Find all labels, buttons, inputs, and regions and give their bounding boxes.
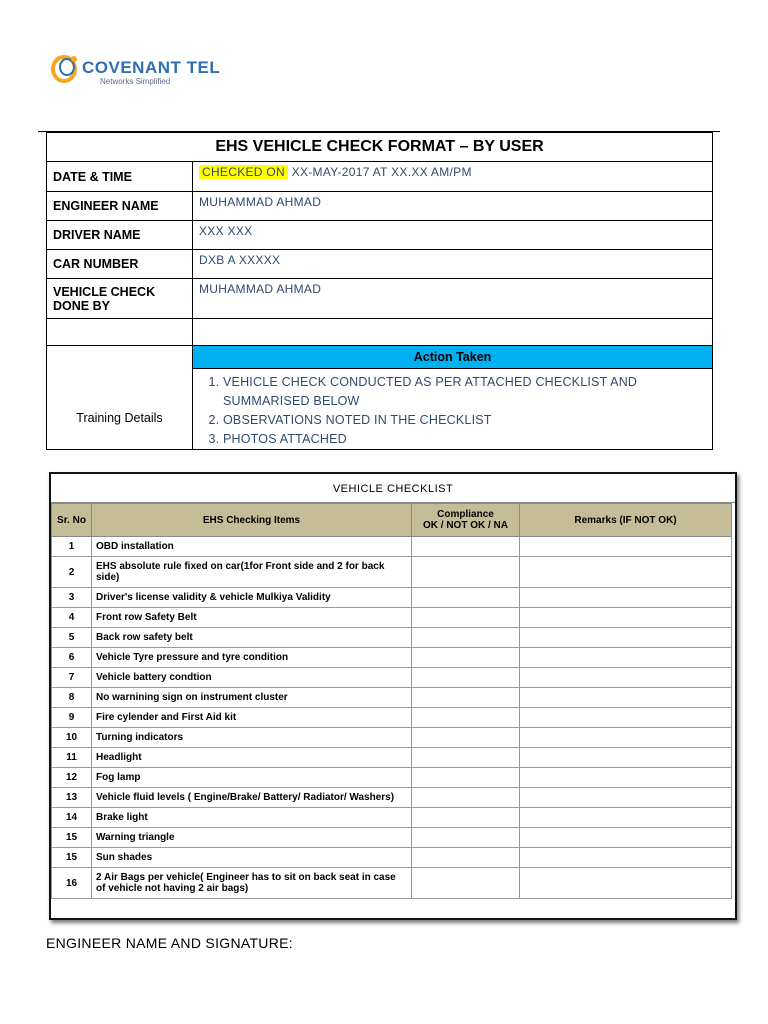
table-row bbox=[52, 628, 732, 648]
item-cell: Vehicle fluid levels ( Engine/Brake/ Battery/ Radiator/ Washers) bbox=[92, 788, 412, 808]
compliance-header-line1: Compliance bbox=[437, 509, 494, 520]
remarks-cell[interactable] bbox=[520, 557, 732, 588]
car-number-label: CAR NUMBER bbox=[47, 250, 193, 279]
table-row bbox=[52, 608, 732, 628]
remarks-cell[interactable] bbox=[520, 768, 732, 788]
item-cell: Fog lamp bbox=[92, 768, 412, 788]
sr-no-cell: 12 bbox=[52, 768, 92, 788]
remarks-cell[interactable] bbox=[520, 828, 732, 848]
company-logo bbox=[50, 52, 221, 92]
item-cell: Back row safety belt bbox=[92, 628, 412, 648]
sr-no-header: Sr. No bbox=[52, 504, 92, 537]
compliance-cell[interactable] bbox=[412, 648, 520, 668]
remarks-cell[interactable] bbox=[520, 608, 732, 628]
remarks-cell[interactable] bbox=[520, 588, 732, 608]
table-row bbox=[52, 588, 732, 608]
table-row bbox=[52, 688, 732, 708]
table-row bbox=[52, 848, 732, 868]
item-cell: Brake light bbox=[92, 808, 412, 828]
remarks-cell[interactable] bbox=[520, 868, 732, 899]
engineer-name-value: MUHAMMAD AHMAD bbox=[193, 192, 713, 221]
compliance-cell[interactable] bbox=[412, 588, 520, 608]
item-cell: Front row Safety Belt bbox=[92, 608, 412, 628]
logo-swirl-icon bbox=[50, 52, 84, 86]
checklist-table bbox=[51, 503, 732, 899]
item-cell: Headlight bbox=[92, 748, 412, 768]
compliance-cell[interactable] bbox=[412, 688, 520, 708]
action-list bbox=[199, 373, 706, 449]
item-cell: 2 Air Bags per vehicle( Engineer has to sit on back seat in case of vehicle not having 2 air bags) bbox=[92, 868, 412, 899]
car-number-value: DXB A XXXXX bbox=[193, 250, 713, 279]
remarks-cell[interactable] bbox=[520, 708, 732, 728]
sr-no-cell: 15 bbox=[52, 828, 92, 848]
item-cell: Driver's license validity & vehicle Mulkiya Validity bbox=[92, 588, 412, 608]
table-row bbox=[52, 808, 732, 828]
checklist-title: VEHICLE CHECKLIST bbox=[51, 474, 735, 503]
compliance-header-line2: OK / NOT OK / NA bbox=[423, 520, 508, 531]
item-cell: Fire cylender and First Aid kit bbox=[92, 708, 412, 728]
table-row bbox=[52, 868, 732, 899]
action-item: 3. PHOTOS ATTACHED bbox=[223, 430, 706, 449]
compliance-cell[interactable] bbox=[412, 628, 520, 648]
checklist-header-row bbox=[52, 504, 732, 537]
table-row bbox=[52, 557, 732, 588]
compliance-cell[interactable] bbox=[412, 608, 520, 628]
action-list-cell bbox=[193, 369, 713, 450]
action-item: 1. VEHICLE CHECK CONDUCTED AS PER ATTACHED CHECKLIST AND SUMMARISED BELOW bbox=[223, 373, 706, 411]
sr-no-cell: 10 bbox=[52, 728, 92, 748]
remarks-cell[interactable] bbox=[520, 788, 732, 808]
compliance-header bbox=[412, 504, 520, 537]
compliance-cell[interactable] bbox=[412, 668, 520, 688]
item-cell: Sun shades bbox=[92, 848, 412, 868]
table-row bbox=[52, 748, 732, 768]
table-row bbox=[52, 768, 732, 788]
compliance-cell[interactable] bbox=[412, 828, 520, 848]
item-cell: Turning indicators bbox=[92, 728, 412, 748]
engineer-name-label: ENGINEER NAME bbox=[47, 192, 193, 221]
empty-cell bbox=[47, 319, 193, 346]
sr-no-cell: 13 bbox=[52, 788, 92, 808]
compliance-cell[interactable] bbox=[412, 768, 520, 788]
item-cell: No warnining sign on instrument cluster bbox=[92, 688, 412, 708]
item-cell: OBD installation bbox=[92, 537, 412, 557]
item-cell: Vehicle Tyre pressure and tyre condition bbox=[92, 648, 412, 668]
remarks-cell[interactable] bbox=[520, 668, 732, 688]
logo-name: COVENANT TEL bbox=[82, 58, 221, 77]
date-time-text: XX-MAY-2017 AT XX.XX AM/PM bbox=[291, 165, 472, 179]
checked-on-highlight: CHECKED ON bbox=[199, 165, 288, 179]
training-details-label: Training Details bbox=[47, 346, 193, 450]
remarks-header: Remarks (IF NOT OK) bbox=[520, 504, 732, 537]
compliance-cell[interactable] bbox=[412, 748, 520, 768]
sr-no-cell: 3 bbox=[52, 588, 92, 608]
compliance-cell[interactable] bbox=[412, 848, 520, 868]
table-row bbox=[52, 708, 732, 728]
remarks-cell[interactable] bbox=[520, 648, 732, 668]
item-cell: EHS absolute rule fixed on car(1for Front side and 2 for back side) bbox=[92, 557, 412, 588]
compliance-cell[interactable] bbox=[412, 808, 520, 828]
sr-no-cell: 16 bbox=[52, 868, 92, 899]
table-row bbox=[52, 828, 732, 848]
vehicle-check-form bbox=[46, 132, 713, 450]
sr-no-cell: 2 bbox=[52, 557, 92, 588]
logo-tagline: Networks Simplified bbox=[100, 77, 171, 86]
compliance-cell[interactable] bbox=[412, 728, 520, 748]
compliance-cell[interactable] bbox=[412, 537, 520, 557]
item-cell: Warning triangle bbox=[92, 828, 412, 848]
sr-no-cell: 9 bbox=[52, 708, 92, 728]
vehicle-checklist bbox=[49, 472, 737, 920]
compliance-cell[interactable] bbox=[412, 557, 520, 588]
compliance-cell[interactable] bbox=[412, 788, 520, 808]
item-cell: Vehicle battery condtion bbox=[92, 668, 412, 688]
sr-no-cell: 5 bbox=[52, 628, 92, 648]
vehicle-check-done-by-value: MUHAMMAD AHMAD bbox=[193, 279, 713, 319]
compliance-cell[interactable] bbox=[412, 708, 520, 728]
table-row bbox=[52, 788, 732, 808]
date-time-value bbox=[193, 162, 713, 192]
action-taken-header: Action Taken bbox=[193, 346, 713, 369]
remarks-cell[interactable] bbox=[520, 808, 732, 828]
sr-no-cell: 15 bbox=[52, 848, 92, 868]
table-row bbox=[52, 648, 732, 668]
driver-name-value: XXX XXX bbox=[193, 221, 713, 250]
date-time-label: DATE & TIME bbox=[47, 162, 193, 192]
remarks-cell[interactable] bbox=[520, 848, 732, 868]
sr-no-cell: 7 bbox=[52, 668, 92, 688]
form-title: EHS VEHICLE CHECK FORMAT – BY USER bbox=[47, 133, 713, 162]
remarks-cell[interactable] bbox=[520, 537, 732, 557]
table-row bbox=[52, 537, 732, 557]
remarks-cell[interactable] bbox=[520, 688, 732, 708]
sr-no-cell: 6 bbox=[52, 648, 92, 668]
remarks-cell[interactable] bbox=[520, 728, 732, 748]
action-item: 2. OBSERVATIONS NOTED IN THE CHECKLIST bbox=[223, 411, 706, 430]
table-row bbox=[52, 668, 732, 688]
sr-no-cell: 4 bbox=[52, 608, 92, 628]
sr-no-cell: 11 bbox=[52, 748, 92, 768]
remarks-cell[interactable] bbox=[520, 628, 732, 648]
vehicle-check-done-by-label: VEHICLE CHECK DONE BY bbox=[47, 279, 193, 319]
checking-items-header: EHS Checking Items bbox=[92, 504, 412, 537]
sr-no-cell: 1 bbox=[52, 537, 92, 557]
remarks-cell[interactable] bbox=[520, 748, 732, 768]
empty-cell bbox=[193, 319, 713, 346]
table-row bbox=[52, 728, 732, 748]
sr-no-cell: 8 bbox=[52, 688, 92, 708]
sr-no-cell: 14 bbox=[52, 808, 92, 828]
driver-name-label: DRIVER NAME bbox=[47, 221, 193, 250]
engineer-signature-label: ENGINEER NAME AND SIGNATURE: bbox=[46, 935, 293, 951]
compliance-cell[interactable] bbox=[412, 868, 520, 899]
